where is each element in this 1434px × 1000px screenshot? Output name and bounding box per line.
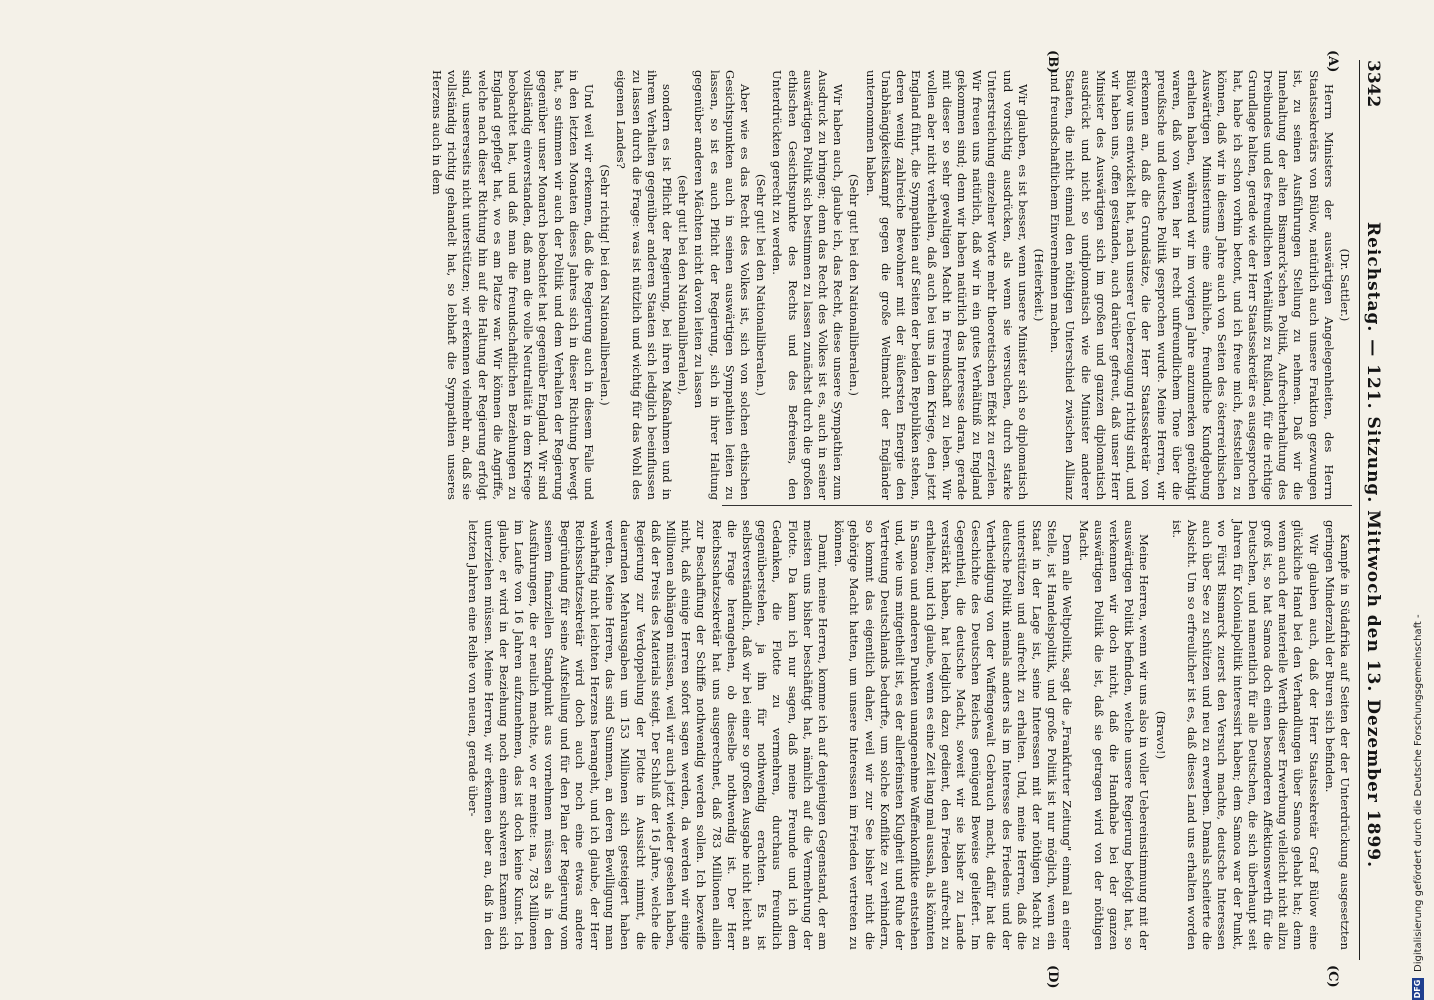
margin-label-a: (A) — [1325, 50, 1340, 73]
right-column — [466, 520, 1352, 950]
interjection: (Sehr gut! bei den Nationalliberalen.) — [847, 174, 862, 396]
left-column — [430, 70, 1352, 500]
page-number: 3342 — [1363, 60, 1383, 108]
paragraph: Herrn Ministers der auswärtigen Angelegenheiten, des Herrn Staatssekretärs von Bülow, natürlich auch unsere Fraktion gezwungen ist, zu seinen Ausführungen Stellung zu nehmen. Daß wir die Innehaltung der alten Bismarck'schen Politik, Aufrechterhaltung des Dreibundes und des freundlichen Verhältniß zu Rußland, für die richtige Grundlage halten, gerade wie der Herr Staatssekretär es ausgesprochen hat, habe ich schon vorhin betont, und ich freue mich, feststellen zu können, daß wir in diesem Jahre auch von Seiten des österreichischen Auswärtigen Ministeriums eine ähnliche, freundliche Kundgebung erhalten haben, während wir im vorigen Jahre anzumerken genöthigt waren, daß von Wien her in recht unfreundlichem Tone über die preußische und deutsche Politik gesprochen wurde. Meine Herren, wir erkennen an, daß die Grundsätze, die der Herr Staatssekretär von Bülow uns entwickelt hat, nach unserer Ueberzeugung richtig sind, und wir haben uns, offen gestanden, auch darüber gefreut, daß unser Herr Minister des Auswärtigen sich im großen und ganzen diplomatisch ausdrückt und nicht so undiplomatisch wie die Minister anderer Staaten, die nicht einmal den nöthigen Unterschied zwischen Allianz und freundschaftlichem Einvernehmen machen. — [1048, 70, 1336, 500]
paragraph: Kampfe in Südafrika auf Seiten der der Unterdrückung ausgesetzten geringen Minderzahl der Buren sich befinden. — [1322, 520, 1352, 950]
paragraph: Und weil wir erkennen, daß die Regierung auch in diesem Falle und in den letzten Monaten dieses Jahres sich in dieser Richtung bewegt hat, so stimmen wir auch der Politik und dem Verhalten der Regierung gegenüber unser Monarch beobachtet hat gegenüber England. Wir sind vollständig einverstanden, daß man die volle Neutralität in dem Kriege beobachtet hat, und daß man die freundschaftlichen Beziehungen zu England gepflegt hat, wo es am Platze war. Wir können die Angriffe, welche nach dieser Richtung hin auf die Haltung der Regierung erfolgt sind, unsererseits nicht unterstützen; wir erkennen vielmehr an, daß sie vollständig richtig gehandelt hat, so lebhaft die Sympathien unseres Herzens auch in dem — [430, 70, 597, 500]
running-title: Reichstag. — 121. Sitzung. Mittwoch den 13. Dezember 1899. — [1363, 221, 1383, 869]
interjection: (Bravo!) — [1153, 710, 1168, 760]
paragraph: Meine Herren, wenn wir uns also in voller Uebereinstimmung mit der auswärtigen Politik befinden, welche unsere Regierung befolgt hat, so verkennen wir doch nicht, daß die Handhabe bei der ganzen auswärtigen Politik die ist, daß sie getragen wird von der nöthigen Macht. — [1076, 520, 1152, 950]
interjection: (Heiterkeit.) — [1031, 248, 1046, 322]
interjection: (sehr gut! bei den Nationalliberalen), — [676, 175, 691, 395]
interjection: (Sehr richtig! bei den Nationalliberalen.) — [598, 164, 613, 406]
paragraph: Wir glauben auch, daß der Herr Staatssekretär Graf Bülow eine glückliche Hand bei den Verhandlungen über Samoa gehabt hat; denn wenn auch der materielle Werth dieser Erwerbung vielleicht nicht allzu groß ist, so hat Samoa doch einen besonderen Affektionswerth für die Deutschen, und namentlich für alle Deutschen, die sich überhaupt seit Jahren für Kolonialpolitik interessirt haben; dem Samoa war der Punkt, wo Fürst Bismarck zuerst den Versuch machte, deutsche Interessen auch über See zu schützen und neu zu erwerben. Damals scheiterte die Absicht. Um so erfreulicher ist es, daß dieses Land uns erhalten worden ist. — [1169, 520, 1321, 950]
paragraph: sondern es ist Pflicht der Regierung, bei ihren Maßnahmen und in ihrem Verhalten gegenüber anderen Staaten sich lediglich beeinflussen zu lassen durch die Frage: was ist nützlich und wichtig für das Wohl des eigenen Landes? — [614, 70, 675, 500]
margin-label-d: (D) — [1045, 965, 1060, 989]
margin-label-c: (C) — [1325, 965, 1340, 988]
paragraph: Wir haben auch, glaube ich, das Recht, diese unsere Sympathien zum Ausdruck zu bringen; denn das Recht des Volkes ist es, auch in seiner auswärtigen Politik sich bestimmen zu lassen zunächst durch die großen ethischen Gesichtspunkte des Rechts und des Befreiens, den Unterdrückten gerecht zu werden. — [770, 70, 846, 500]
speaker-label: (Dr. Sattler.) — [1338, 248, 1352, 322]
column-divider — [722, 505, 1352, 506]
paragraph: Wir glauben, es ist besser, wenn unsere Minister sich so diplomatisch und vorsichtig ausdrücken, als wenn sie versuchen, durch starke Unterstreichung einzelner Worte mehr theoretischen Effekt zu erzielen. Wir freuen uns natürlich, daß wir in ein gutes Verhältniß zu England gekommen sind; denn wir haben natürlich das Interesse daran, gerade mit dieser so sehr gewaltigen Macht in Freundschaft zu leben. Wir wollen aber nicht verhehlen, daß auch bei uns in dem Kriege, den jetzt England führt, die Sympathien auf Seiten der beiden Republiken stehen, deren wenig zahlreiche Bewohner mit der äußersten Energie den Unabhängigkeitskampf gegen die große Weltmacht der Engländer unternommen haben. — [863, 70, 1030, 500]
paragraph: Aber wie es das Recht des Volkes ist, sich von solchen ethischen Gesichtspunkten auch in seinen auswärtigen Sympathien leiten zu lassen, so ist es auch Pflicht der Regierung, sich in ihrer Haltung gegenüber anderen Mächten nicht davon leiten zu lassen — [692, 70, 753, 500]
digitization-note: Digitalisierung gefördert durch die Deutsche Forschungsgemeinschaft - — [1412, 614, 1424, 972]
paragraph: Denn alle Weltpolitik, sagt die „Frankfurter Zeitung" einmal an einer Stelle, ist Handelspolitik, und große Politik ist nur möglich, wenn ein Staat in der Lage ist, seine Interessen mit der nöthigen Macht zu unterstützen und aufrecht zu erhalten. Und, meine Herren, daß die deutsche Politik niemals anders als im Interesse des Friedens und der Vertheidigung von der Waffengewalt Gebrauch macht, dafür hat die Geschichte des Deutschen Reiches genügend Beweise geliefert. Im Gegentheil, die deutsche Macht, soweit wir sie bisher zu Lande verstärkt haben, hat lediglich dazu gedient, den Frieden aufrecht zu erhalten; und ich glaube, wenn es eine Zeit lang mal aussah, als könnten in Samoa und anderen Punkten unangenehme Waffenkonflikte entstehen und, wie uns mitgetheilt ist, es der allerfeinsten Klugheit und Ruhe der Vertretung Deutschlands bedurfte, um solche Konflikte zu verhindern, so kommt das eigentlich daher, weil wir zur See bisher nicht die gehörige Macht hatten, um unsere Interessen im Frieden vertreten zu können. — [832, 520, 1075, 950]
page-header — [1359, 60, 1386, 960]
margin-label-b: (B) — [1045, 50, 1060, 74]
dfg-logo: DFG — [1413, 979, 1422, 999]
interjection: (Sehr gut! bei den Nationalliberalen.) — [754, 174, 769, 396]
footer-strip — [1408, 600, 1428, 1000]
paragraph: Damit, meine Herren, komme ich auf denjenigen Gegenstand, der am meisten uns bisher beschäftigt hat, nämlich auf die Vermehrung der Flotte. Da kann ich nur sagen, daß meine Freunde und ich dem Gedanken, die Flotte zu vermehren, durchaus freundlich gegenüberstehen, ja ihn für nothwendig erachten. Es ist selbstverständlich, daß wir bei einer so großen Ausgabe nicht leicht an die Frage herangehen, ob dieselbe nothwendig ist. Der Herr Reichsschatzsekretär hat uns ausgerechnet, daß 783 Millionen allein zur Beschaffung der Schiffe nothwendig werden sollen. Ich bezweifle nicht, daß einige Herren sofort sagen werden, da werden wir einige Millionen abhängen müssen, weil wir auch jetzt wieder gesehen haben, daß der Preis des Materials steigt. Der Schluß der 16 Jahre, welche die Regierung zur Verdoppelung der Flotte in Aussicht nimmt, die dauernden Mehrausgaben um 153 Millionen sich gesteigert haben werden. Meine Herren, das sind Summen, an deren Bewilligung man wahrhaftig nicht leichten Herzens herangeht, und ich glaube, der Herr Reichsschatzsekretär wird doch auch noch eine etwas andere Begründung für seine Aufstellung und für den Plan der Regierung vom seinem finanziellen Standpunkt aus vornehmen müssen als in den Ausführungen, die er neulich machte, wo er meinte: na, 783 Millionen im Laufe von 16 Jahren aufzunehmen, das ist doch keine Kunst. Ich glaube, er wird in der Beziehung noch einem schweren Examen sich unterziehen müssen. Meine Herren, wir erkennen aber an, daß in den letzten Jahren eine Reihe von neuen, gerade über- — [466, 520, 831, 950]
